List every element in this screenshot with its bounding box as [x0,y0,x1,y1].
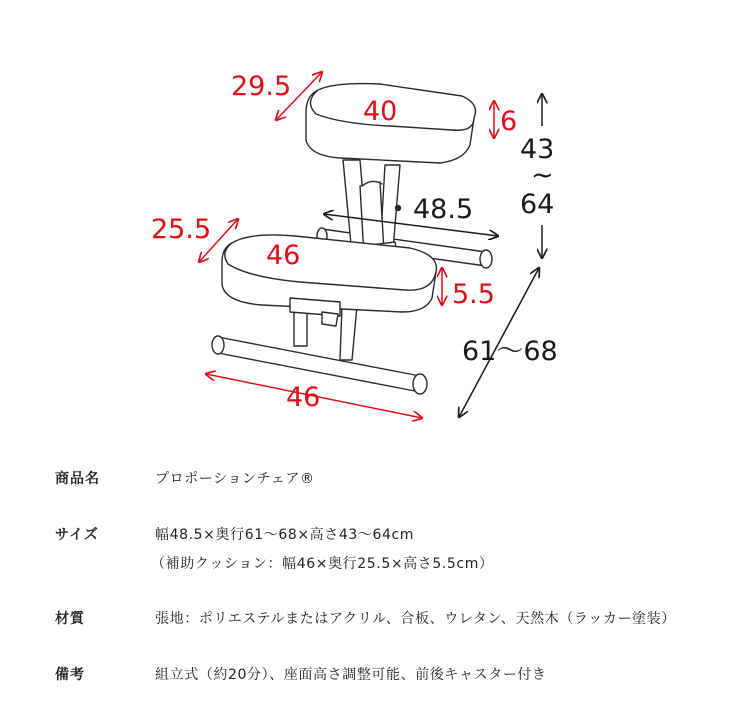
seat-depth-label: 29.5 [231,71,292,102]
spec-value: 幅48.5×奥行61～68×高さ43～64cm [155,527,415,543]
knee-depth-label: 25.5 [151,214,212,245]
spec-label: 商品名 [55,471,100,487]
seat-height-max-label: 64 [520,189,555,220]
seat-thickness-label: 6 [500,106,518,137]
spec-value: プロポーションチェア® [155,471,315,487]
chair-illustration [212,84,492,394]
total-depth-label: 61～68 [462,336,558,367]
base-width-label: 48.5 [413,194,474,225]
spec-value: 組立式（約20分）、座面高さ調整可能、前後キャスター付き [155,667,547,683]
spec-value: 張地：ポリエステルまたはアクリル、合板、ウレタン、天然木（ラッカー塗装） [155,611,676,627]
spec-label: 材質 [55,611,85,627]
spec-value-sub: （補助クッション：幅46×奥行25.5×高さ5.5cm） [151,556,494,572]
spec-label: 備考 [55,667,85,683]
spec-label: サイズ [55,527,99,543]
seat-height-tilde-label: ~ [531,160,554,191]
seat-width-label: 40 [363,96,398,127]
base-length-label: 46 [286,382,321,413]
knee-width-label: 46 [266,240,301,271]
seat-height-min-label: 43 [520,134,555,165]
knee-thickness-label: 5.5 [452,279,495,310]
